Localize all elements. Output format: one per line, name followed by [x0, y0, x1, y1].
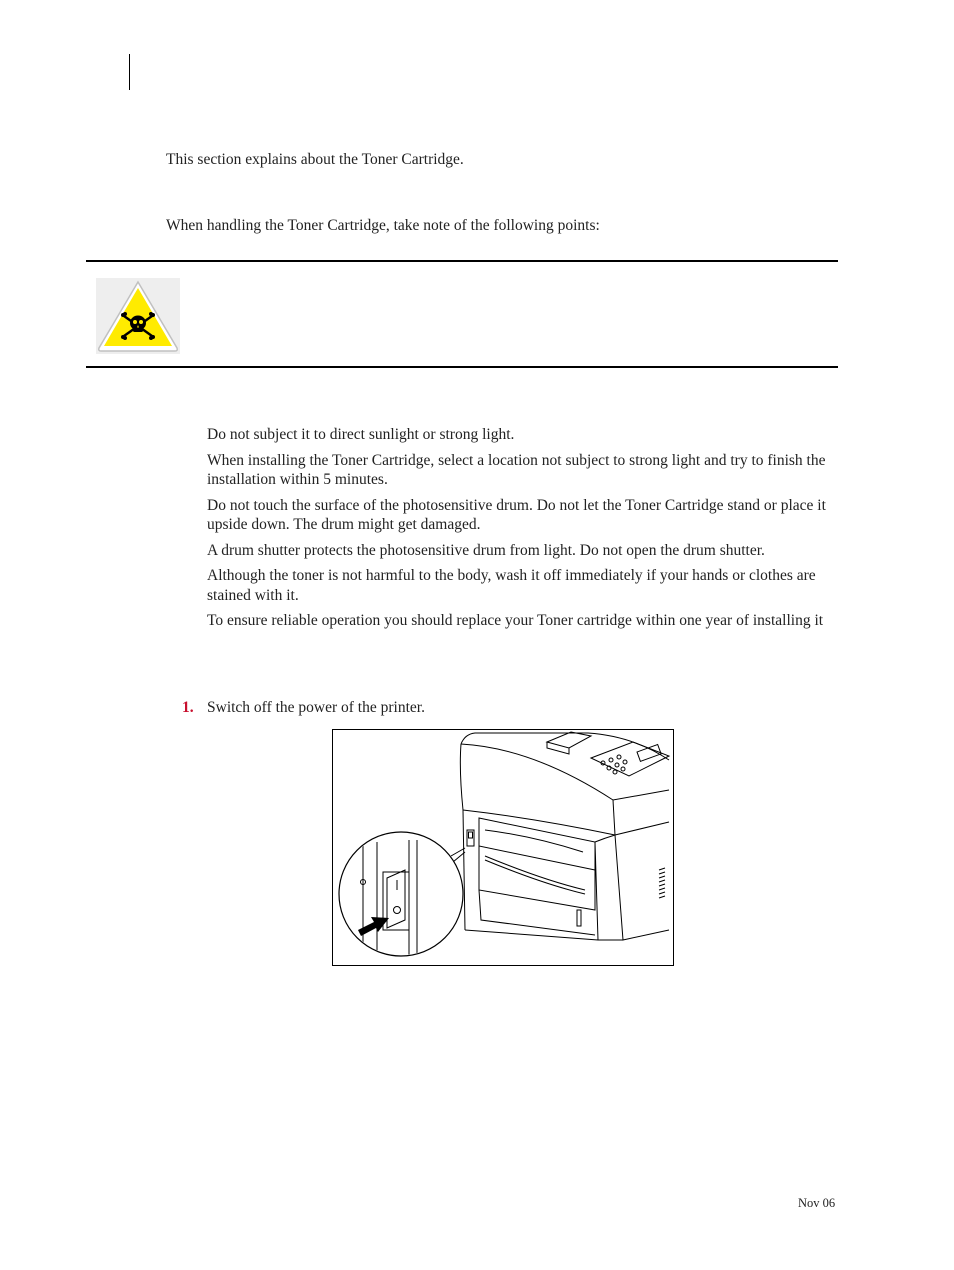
step-text: Switch off the power of the printer.: [207, 699, 425, 716]
list-item: When installing the Toner Cartridge, select a location not subject to strong light and try to finish the installation within 5 minutes.: [207, 451, 826, 488]
warning-top-rule: [86, 260, 838, 262]
skull-crossbones-warning-icon: [96, 278, 180, 354]
printer-power-switch-illustration: [332, 729, 674, 966]
step-number: 1.: [182, 699, 194, 716]
warning-bottom-rule: [86, 366, 838, 368]
margin-change-bar: [129, 54, 130, 90]
list-item: To ensure reliable operation you should replace your Toner cartridge within one year of installing it: [207, 612, 824, 629]
list-item: Do not touch the surface of the photosensitive drum. Do not let the Toner Cartridge stand or place it upside down. The drum might get damaged.: [207, 496, 826, 533]
step-1: [182, 698, 425, 717]
intro-text: This section explains about the Toner Cartridge.: [166, 151, 464, 168]
list-item: A drum shutter protects the photosensitive drum from light. Do not open the drum shutter.: [207, 541, 765, 559]
handling-points-list: [207, 425, 847, 637]
list-item: Although the toner is not harmful to the body, wash it off immediately if your hands or clothes are stained with it.: [207, 567, 816, 604]
footer-date: Nov 06: [798, 1196, 836, 1210]
printer-illustration: [333, 730, 673, 965]
handling-intro-text: When handling the Toner Cartridge, take note of the following points:: [166, 217, 600, 234]
warning-icon-box: [96, 278, 180, 354]
list-item: Do not subject it to direct sunlight or strong light.: [207, 426, 515, 443]
